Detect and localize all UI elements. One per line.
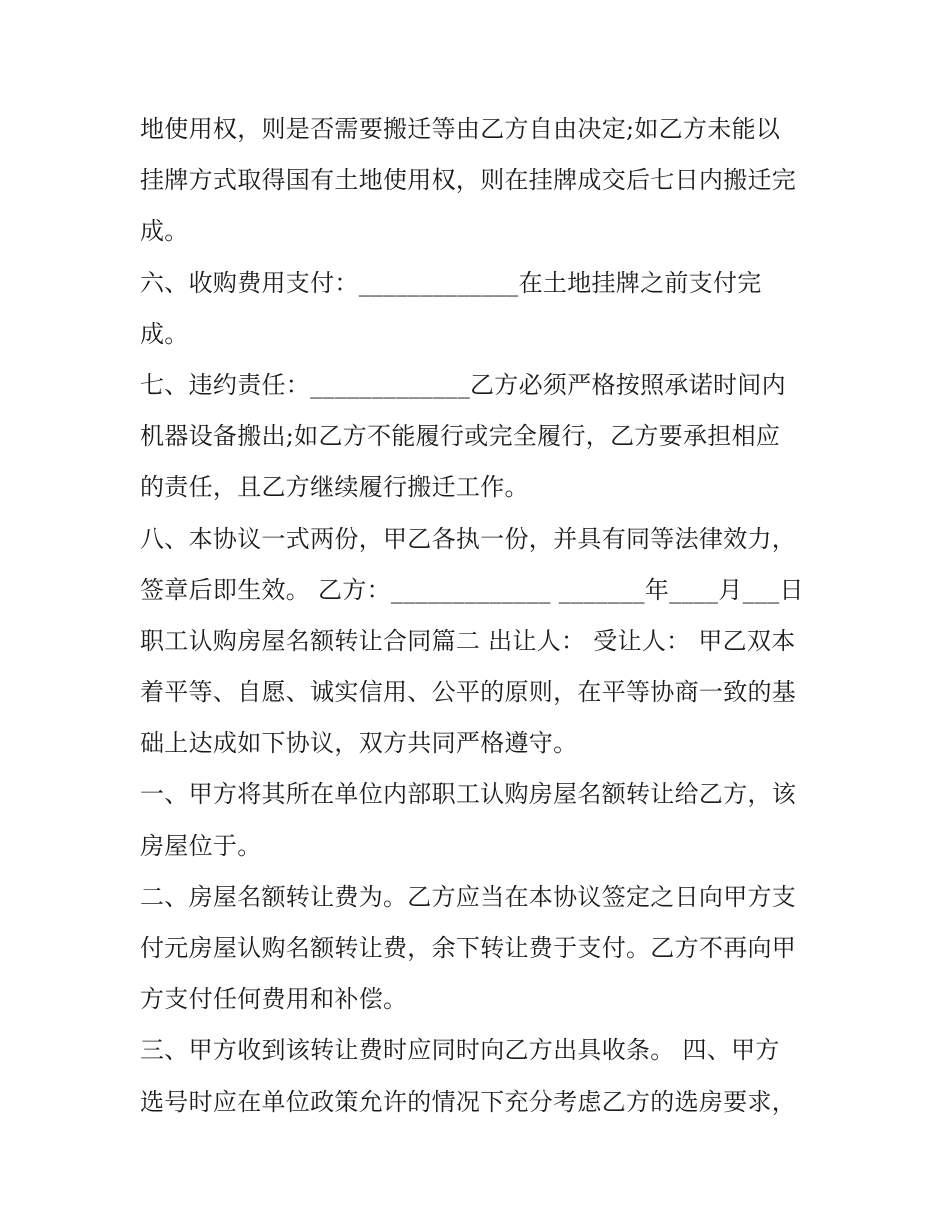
text-line: 挂牌方式取得国有土地使用权，则在挂牌成交后七日内搬迁完 (140, 166, 797, 195)
text-line: 二、房屋名额转让费为。乙方应当在本协议签定之日向甲方支 (140, 882, 797, 911)
text-line: 础上达成如下协议，双方共同严格遵守。 (140, 729, 578, 758)
text-line: 三、甲方收到该转让费时应同时向乙方出具收条。 四、甲方 (140, 1036, 780, 1065)
text-line: 付元房屋认购名额转让费，余下转让费于支付。乙方不再向甲 (140, 934, 797, 962)
text-line: 七、违约责任：_____________乙方必须严格按照承诺时间内 (140, 370, 786, 399)
text-line: 成。 (140, 319, 189, 348)
text-line: 房屋位于。 (140, 831, 262, 860)
document-page (140, 104, 830, 1128)
text-line: 机器设备搬出;如乙方不能履行或完全履行，乙方要承担相应 (140, 422, 781, 451)
text-line: 八、本协议一式两份，甲乙各执一份，并具有同等法律效力， (140, 524, 797, 553)
text-line: 选号时应在单位政策允许的情况下充分考虑乙方的选房要求， (140, 1087, 797, 1116)
text-line: 着平等、自愿、诚实信用、公平的原则，在平等协商一致的基 (140, 678, 797, 707)
text-line: 六、收购费用支付：_____________在土地挂牌之前支付完 (140, 268, 762, 297)
text-line: 一、甲方将其所在单位内部职工认购房屋名额转让给乙方，该 (140, 780, 797, 809)
text-line: 签章后即生效。 乙方：_____________ _______年____月___日 (140, 575, 804, 604)
text-line: 方支付任何费用和补偿。 (140, 985, 408, 1014)
text-line: 的责任，且乙方继续履行搬迁工作。 (140, 473, 529, 502)
text-line: 成。 (140, 217, 189, 246)
text-line: 地使用权，则是否需要搬迁等由乙方自由决定;如乙方未能以 (140, 115, 781, 143)
text-line: 职工认购房屋名额转让合同篇二 出让人： 受让人： 甲乙双本 (140, 626, 796, 655)
